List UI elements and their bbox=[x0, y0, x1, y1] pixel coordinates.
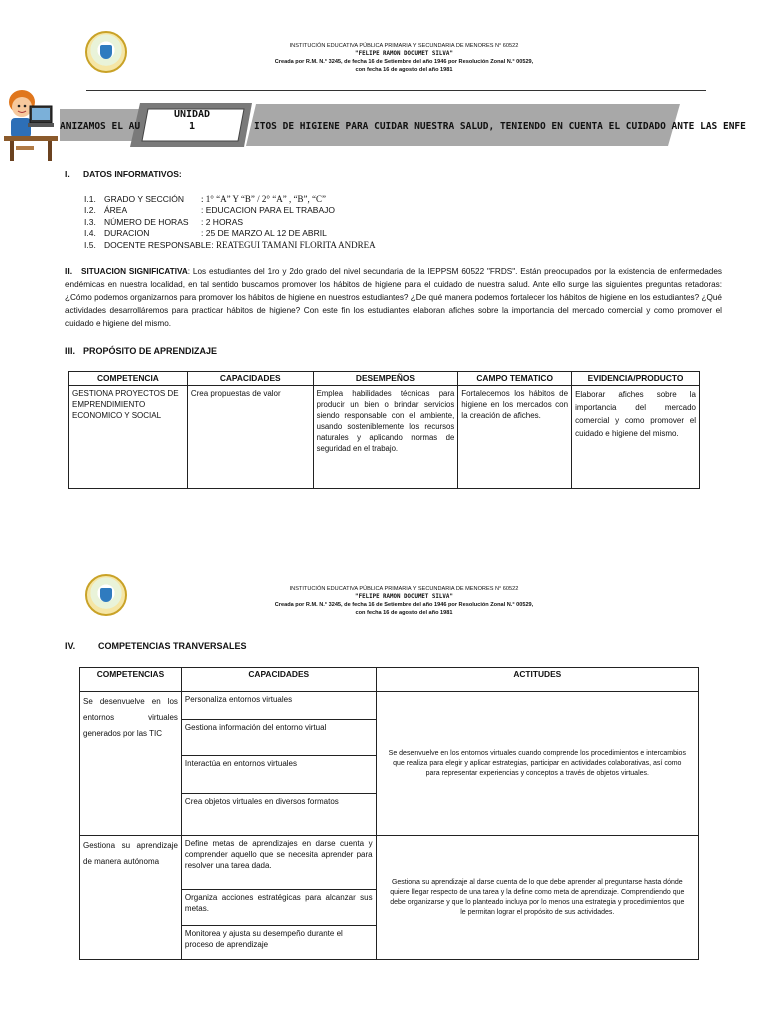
cell-competencia: GESTIONA PROYECTOS DE EMPRENDIMIENTO ECONOMICO Y SOCIAL bbox=[69, 386, 188, 489]
cell-capacidad: Organiza acciones estratégicas para alcanzar sus metas. bbox=[181, 890, 376, 926]
school-header-2 bbox=[214, 585, 594, 617]
info-value: : EDUCACION PARA EL TRABAJO bbox=[201, 205, 335, 216]
unit-title: UNIDAD bbox=[173, 109, 211, 120]
section-1-number: I. bbox=[65, 169, 70, 179]
col-competencias: COMPETENCIAS bbox=[80, 668, 182, 692]
cell-actitud-autonoma: Gestiona su aprendizaje al darse cuenta de lo que debe aprender al preguntarse hasta dónde quiere llegar respecto de una tarea y la define como meta de aprendizaje. Comprendiendo que debe organizarse y que lo planteado incluya por lo menos una estrategia y procedimientos que le permitan lograr el propósito de sus actividades. bbox=[376, 836, 698, 960]
banner-right-text: ITOS DE HIGIENE PARA CUIDAR NUESTRA SALUD, TENIENDO EN CUENTA EL CUIDADO ANTE LAS ENFE bbox=[254, 121, 746, 132]
cell-competencia-tic: Se desenvuelve en los entornos virtuales generados por las TIC bbox=[80, 692, 182, 836]
header-line-3: Creada por R.M. N.° 3245, de fecha 16 de Setiembre del año 1946 por Resolución Zonal N.° 00529, bbox=[274, 59, 534, 65]
proposito-table bbox=[68, 371, 700, 489]
cell-capacidad: Define metas de aprendizajes en darse cuenta y comprender aquello que se necesita aprender para resolver una tarea dada. bbox=[181, 836, 376, 890]
info-value: : 25 DE MARZO AL 12 DE ABRIL bbox=[201, 228, 327, 239]
section-1-label: DATOS INFORMATIVOS: bbox=[83, 169, 182, 179]
cell-capacidad: Gestiona información del entorno virtual bbox=[181, 720, 376, 756]
info-value: : 1° “A” Y “B” / 2° “A” , “B”, “C” bbox=[201, 194, 326, 204]
section-4-label: COMPETENCIAS TRANVERSALES bbox=[98, 641, 247, 651]
section-4-title bbox=[65, 641, 247, 651]
info-label: DURACION bbox=[104, 228, 150, 239]
unit-label bbox=[150, 109, 234, 133]
col-desempenos: DESEMPEÑOS bbox=[313, 372, 458, 386]
info-label: GRADO Y SECCIÓN bbox=[104, 194, 184, 204]
child-computer-illustration bbox=[2, 88, 60, 164]
datos-informativos-list bbox=[84, 194, 376, 251]
competencias-transversales-table bbox=[79, 667, 699, 960]
table-row bbox=[80, 692, 699, 720]
info-item-horas bbox=[84, 217, 376, 228]
header-line-4: con fecha 16 de agosto del año 1981 bbox=[355, 67, 453, 73]
section-3-title bbox=[65, 346, 217, 356]
info-key: I.4. bbox=[84, 228, 96, 239]
cell-capacidades: Crea propuestas de valor bbox=[187, 386, 313, 489]
situacion-significativa bbox=[65, 265, 722, 330]
cell-evidencia: Elaborar afiches sobre la importancia del mercado comercial y como promover el cuidado e higiene del mismo. bbox=[572, 386, 700, 489]
info-label: NÚMERO DE HORAS bbox=[104, 216, 189, 227]
info-key: I.3. bbox=[84, 216, 96, 227]
school-seal-logo-2 bbox=[85, 574, 127, 616]
info-label: ÁREA bbox=[104, 205, 128, 216]
school-seal-logo bbox=[85, 31, 127, 73]
info-item-area bbox=[84, 205, 376, 216]
school-header bbox=[214, 42, 594, 74]
unit-number: 1 bbox=[188, 121, 196, 132]
cell-actitud-tic: Se desenvuelve en los entornos virtuales cuando comprende los procedimientos e intercambios que realiza para elegir y aplicar estrategias, participar en actividades colaborativas, así como para representar experiencias y conceptos a través de objetos virtuales. bbox=[376, 692, 698, 836]
info-value: REATEGUI TAMANI FLORITA ANDREA bbox=[215, 239, 376, 250]
table-row bbox=[80, 836, 699, 890]
header-line-4: con fecha 16 de agosto del año 1981 bbox=[355, 610, 453, 616]
col-competencia: COMPETENCIA bbox=[69, 372, 188, 386]
table-row bbox=[69, 386, 700, 489]
section-3-label: PROPÓSITO DE APRENDIZAJE bbox=[83, 346, 218, 356]
col-evidencia: EVIDENCIA/PRODUCTO bbox=[572, 372, 700, 386]
proposito-header-row bbox=[69, 372, 700, 386]
col-campo-tematico: CAMPO TEMATICO bbox=[458, 372, 572, 386]
banner-left-text: ANIZAMOS EL AU bbox=[60, 121, 141, 132]
cell-desempenos: Emplea habilidades técnicas para producir un bien o brindar servicios siendo responsable con el ambiente, usando sosteniblemente los recursos naturales y aplicando normas de seguridad en el trabajo. bbox=[313, 386, 458, 489]
header-line-1: INSTITUCIÓN EDUCATIVA PÚBLICA PRIMARIA Y SECUNDARIA DE MENORES N° 60522 bbox=[289, 586, 519, 592]
cell-competencia-autonoma: Gestiona su aprendizaje de manera autónoma bbox=[80, 836, 182, 960]
section-2-title: SITUACION SIGNIFICATIVA bbox=[81, 267, 188, 276]
cell-campo-tematico: Fortalecemos los hábitos de higiene en los mercados con la creación de afiches. bbox=[458, 386, 572, 489]
info-key: I.1. bbox=[84, 194, 96, 204]
section-3-number: III. bbox=[65, 346, 76, 356]
info-value: : 2 HORAS bbox=[201, 216, 244, 227]
section-4-number: IV. bbox=[65, 641, 76, 651]
cell-capacidad: Interactúa en entornos virtuales bbox=[181, 756, 376, 794]
transversales-header-row bbox=[80, 668, 699, 692]
header-rule bbox=[86, 90, 706, 91]
col-capacidades: CAPACIDADES bbox=[181, 668, 376, 692]
cell-capacidad: Personaliza entornos virtuales bbox=[181, 692, 376, 720]
header-line-2: "FELIPE RAMON DOCUMET SILVA" bbox=[355, 594, 453, 600]
header-line-1: INSTITUCIÓN EDUCATIVA PÚBLICA PRIMARIA Y SECUNDARIA DE MENORES N° 60522 bbox=[289, 43, 519, 49]
section-1-title bbox=[65, 169, 182, 179]
info-key: I.5. bbox=[84, 239, 96, 250]
cell-capacidad: Crea objetos virtuales en diversos formatos bbox=[181, 794, 376, 836]
section-2-number: II. bbox=[65, 266, 73, 276]
header-line-3: Creada por R.M. N.° 3245, de fecha 16 de Setiembre del año 1946 por Resolución Zonal N.° 00529, bbox=[274, 602, 534, 608]
header-line-2: "FELIPE RAMON DOCUMET SILVA" bbox=[355, 51, 453, 57]
col-actitudes: ACTITUDES bbox=[376, 668, 698, 692]
col-capacidades: CAPACIDADES bbox=[187, 372, 313, 386]
cell-capacidad: Monitorea y ajusta su desempeño durante el proceso de aprendizaje bbox=[181, 926, 376, 960]
info-item-duracion bbox=[84, 228, 376, 239]
section-2-text: : Los estudiantes del 1ro y 2do grado del nivel secundaria de la IEPPSM 60522 "FRDS". Están preocupados por la existencia de enfermedades endémicas en nuestra localidad, en tal sentido buscamos promover los hábitos de higiene para el cuidado de nuestra salud. Ante ello surge las siguientes preguntas retadoras: ¿Cómo podemos organizarnos para promover los hábitos de higiene en nuestros estudiantes? ¿De qué manera podemos fortalecer los hábitos de higiene en los estudiantes? ¿Qué actividades desarrolláremos para practicar hábitos de higiene? Con este fin los estudiantes elaboran afiches sobre la importancia del mercado comercial y como promover el cuidado e higiene del mismo. bbox=[65, 267, 722, 328]
info-key: I.2. bbox=[84, 205, 96, 216]
info-item-docente bbox=[84, 240, 376, 251]
info-item-grado bbox=[84, 194, 376, 205]
info-label: DOCENTE RESPONSABLE: bbox=[104, 239, 214, 250]
